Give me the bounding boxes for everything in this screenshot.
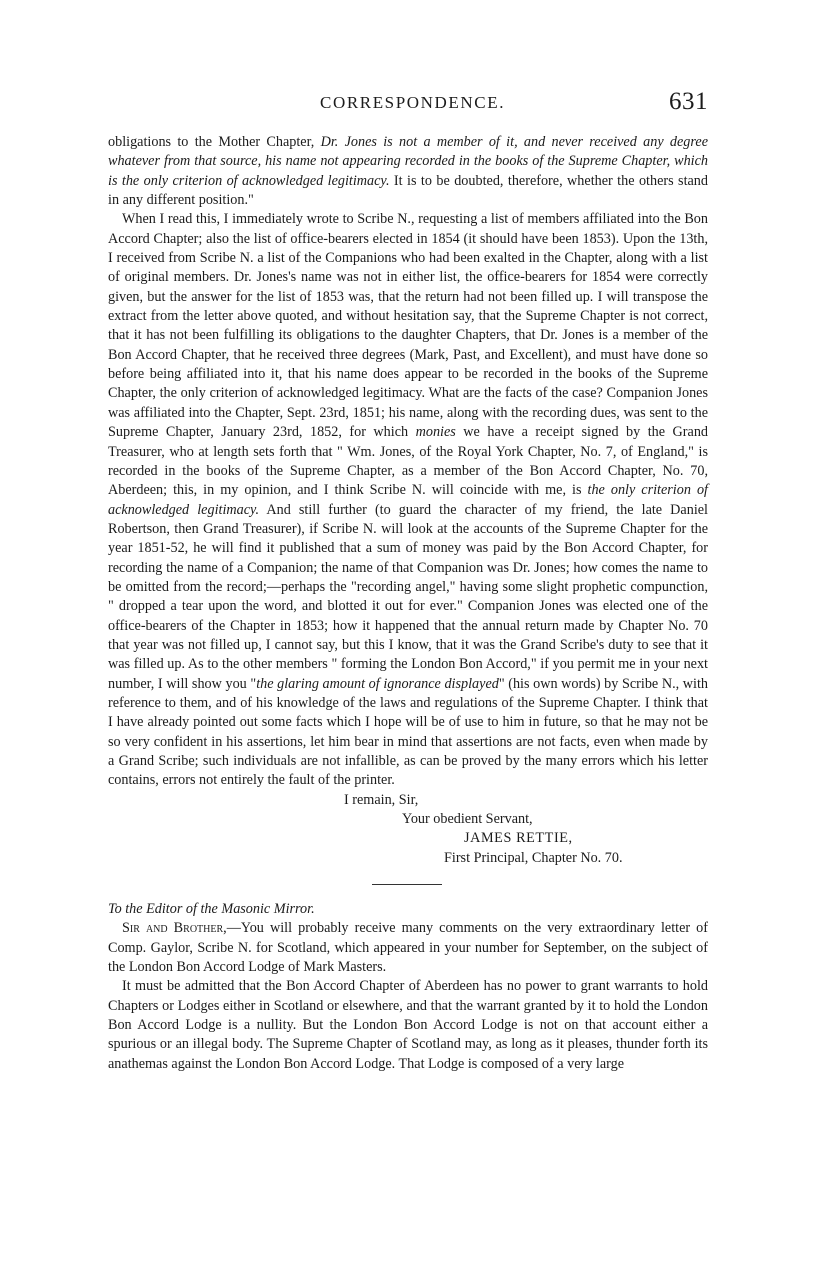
salutation: Sir and Brother, xyxy=(122,920,227,937)
paragraph-text: —You will probably receive many comments on the very extraordinary letter of Comp. Gaylor, Scribe N. for Scotland, which appeared in your number for September, on the subject of the London Bon Accord Lodge of Mark Masters. xyxy=(108,920,708,976)
italic-criterion: the only criterion of acknowledged legitimacy. xyxy=(108,482,708,518)
section-divider xyxy=(372,884,442,885)
paragraph-text: obligations to the Mother Chapter, xyxy=(108,134,321,150)
letter-heading: To the Editor of the Masonic Mirror. xyxy=(108,901,315,918)
signature-name: JAMES RETTIE, xyxy=(464,830,573,847)
page-header xyxy=(108,88,708,128)
paragraph-text: When I read this, I immediately wrote to Scribe N., requesting a list of members affiliated into the Bon Accord Chapter; also the list of office-bearers elected in 1854 (it should have been 1853). Upon the 13th, I received from Scribe N. a list of the Companions who had been exalted in the Chapter, along with a list of original members. Dr. Jones's name was not in either list, the office-bearers for 1854 were correctly given, but the answer for the list of 1853 was, that the return had not been filled up. I will transpose the extract from the letter above quoted, and without hesitation say, that the Supreme Chapter is not correct, that it has not been fulfilling its obligations to the daughter Chapters, that Dr. Jones is a member of the Bon Accord Chapter, that he received three degrees (Mark, Past, and Excellent), and must have done so before being affiliated into it, that his name does appear to be recorded in the books of the Supreme Chapter, the only criterion of acknowledged legitimacy. What are the facts of the case? Companion Jones was affiliated into the Chapter, Sept. 23rd, 1851; his name, along with the recording dues, was sent to the Supreme Chapter, January 23rd, 1852, for which xyxy=(108,211,708,441)
quoted-italic-text: Dr. Jones is not a member of it, and never received any degree whatever from that source, his name not appearing recorded in the books of the Supreme Chapter, which is the only criterion of acknowledged legitimacy. xyxy=(108,134,708,189)
signature-closing: I remain, Sir, xyxy=(344,791,419,808)
paragraph-main xyxy=(108,210,708,790)
signature-title: First Principal, Chapter No. 70. xyxy=(444,849,623,866)
signature-servant: Your obedient Servant, xyxy=(402,811,533,828)
italic-monies: monies xyxy=(415,424,456,441)
paragraph-text: " (his own words) by Scribe N., with reference to them, and of his knowledge of the laws and regulations of the Supreme Chapter. I think that I have already pointed out some facts which I hope will be of use to him in future, so that he may not be so very confident in his assertions, let him bear in mind that assertions are not facts, even when made by a Grand Scribe; such individuals are not infallible, as can be proved by the many errors which his letter contains, errors not entirely the fault of the printer. xyxy=(108,675,709,789)
paragraph-text: And still further (to guard the character of my friend, the late Daniel Robertson, then Grand Treasurer), if Scribe N. will look at the accounts of the Supreme Chapter for the year 1851-52, he will find it published that a sum of money was paid by the Bon Accord Chapter, for recording the name of a Companion; the name of that Companion was Dr. Jones; how comes the name to be omitted from the record;—perhaps the "recording angel," having some slight prophetic compunction, " dropped a tear upon the word, and blotted it out for ever." Companion Jones was elected one of the office-bearers of the Chapter in 1853; how it happened that the annual return made by Chapter No. 70 that year was not filled up, I cannot say, but this I know, that it was the Grand Scribe's duty to see that it was filled up. As to the other members " forming the London Bon Accord," if you permit me in your next number, I will show you " xyxy=(108,501,708,692)
body-text xyxy=(108,133,708,1074)
paragraph-text: It is to be doubted, therefore, whether the others stand in any different position." xyxy=(108,172,708,209)
page-number: 631 xyxy=(669,88,708,115)
paragraph-body xyxy=(108,977,708,1074)
paragraph-salutation xyxy=(108,919,708,977)
running-title: CORRESPONDENCE. xyxy=(320,93,506,112)
paragraph-continuation xyxy=(108,133,708,210)
italic-glaring-amount: the glaring amount of ignorance displayed xyxy=(256,675,499,692)
paragraph-text: It must be admitted that the Bon Accord Chapter of Aberdeen has no power to grant warrants to hold Chapters or Lodges either in Scotland or elsewhere, and that the warrant granted by it to hold the London Bon Accord Lodge is a nullity. But the London Bon Accord Lodge is not on that account either a spurious or an illegal body. The Supreme Chapter of Scotland may, as long as it pleases, thunder forth its anathemas against the London Bon Accord Lodge. That Lodge is composed of a very large xyxy=(108,978,708,1072)
paragraph-text: we have a receipt signed by the Grand Treasurer, who at length sets forth that " Wm. Jones, of the Royal York Chapter, No. 7, of England," is recorded in the books of the Supreme Chapter, as a member of the Bon Accord Chapter, No. 70, Aberdeen; this, in my opinion, and I think Scribe N. will coincide with me, is xyxy=(108,424,709,499)
